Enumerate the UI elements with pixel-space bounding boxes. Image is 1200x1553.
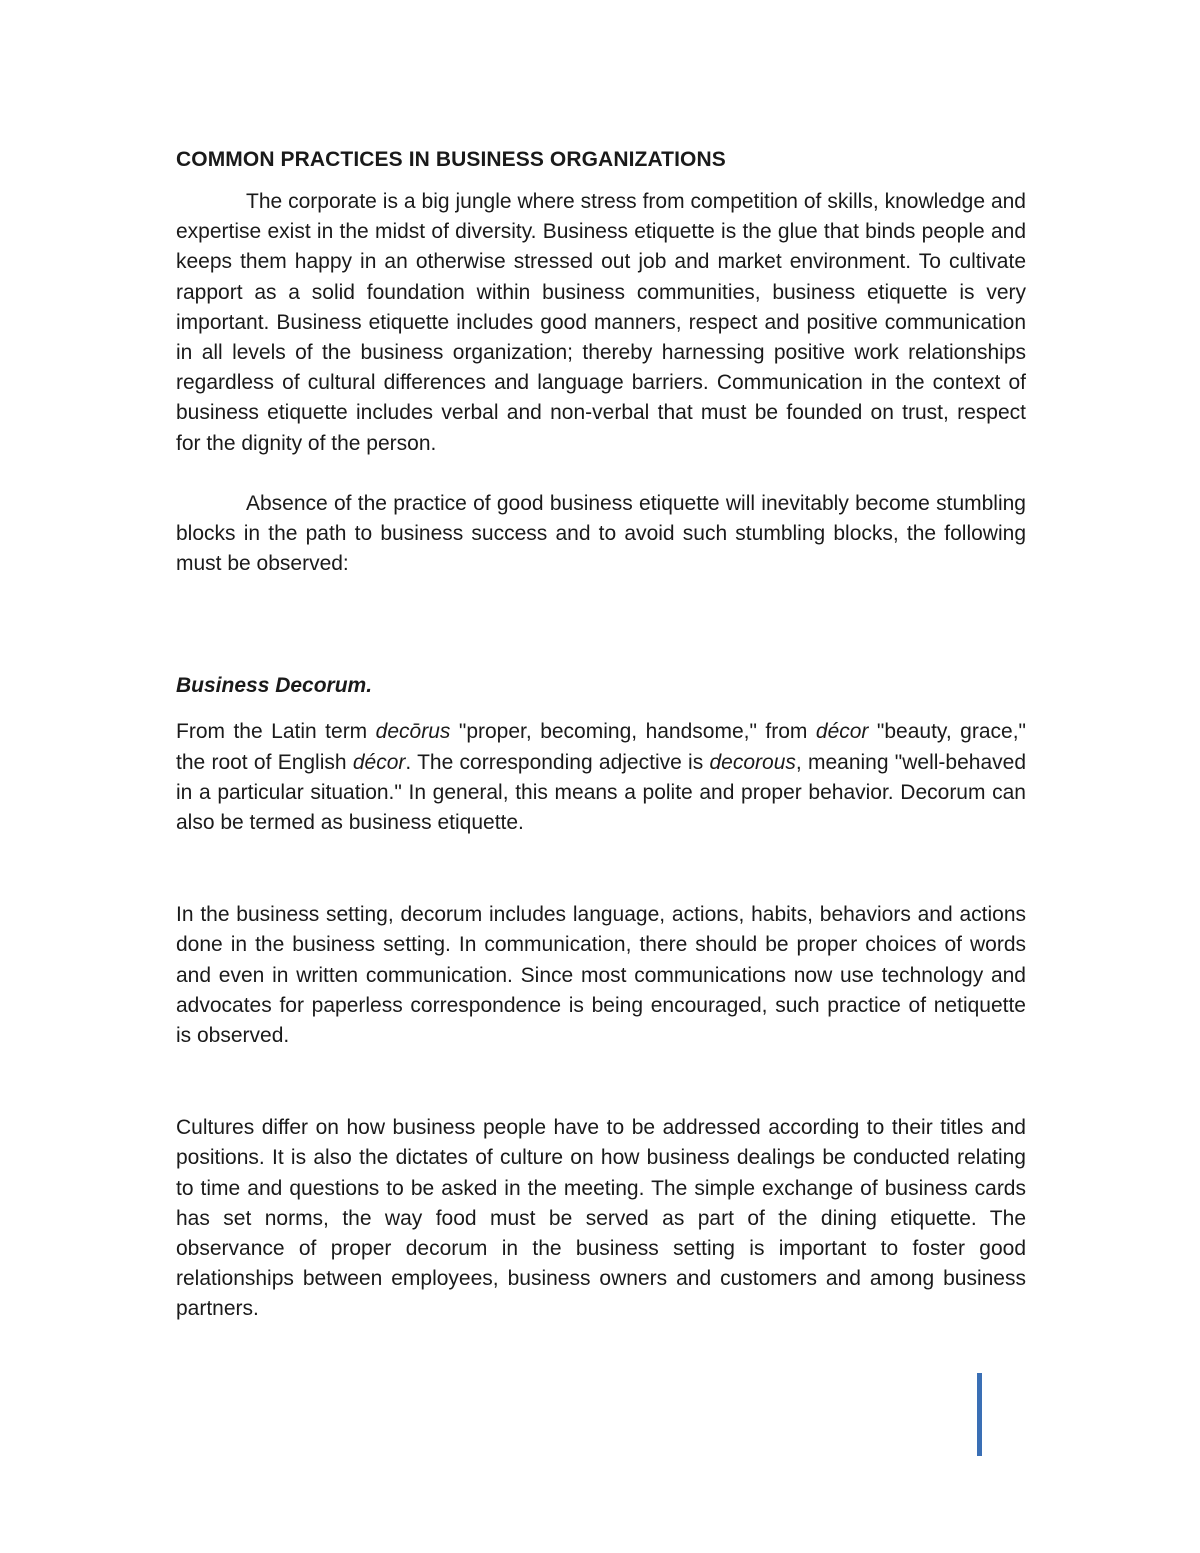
document-title: COMMON PRACTICES IN BUSINESS ORGANIZATIONS <box>176 148 726 171</box>
section-heading: Business Decorum. <box>176 674 373 698</box>
english-decor-term: décor <box>352 750 406 774</box>
text-run: "proper, becoming, handsome," from <box>450 720 816 744</box>
text-run: , meaning "well-behaved in a particular situation." In general, this means a polite and proper behavior. Decorum can also be termed as business etiquette. <box>176 750 1026 835</box>
latin-definition-paragraph <box>176 717 1026 838</box>
business-setting-paragraph: In the business setting, decorum includes language, actions, habits, behaviors and actions done in the business setting. In communication, there should be proper choices of words and even in written communication. Since most communications now use technology and advocates for paperless correspondence is being encouraged, such practice of netiquette is observed. <box>176 903 1026 1048</box>
document-page <box>176 145 1026 1325</box>
decor-term: décor <box>815 720 869 744</box>
text-run: "beauty, grace," the root of English <box>176 720 1026 774</box>
page-edge-marker <box>977 1373 982 1456</box>
decorous-term: decorous <box>709 750 796 774</box>
text-run: . The corresponding adjective is <box>405 750 710 774</box>
text-run: From the Latin term <box>176 720 376 744</box>
latin-term: decōrus <box>375 720 451 744</box>
absence-paragraph: Absence of the practice of good business etiquette will inevitably become stumbling blocks in the path to business success and to avoid such stumbling blocks, the following must be observed: <box>176 491 1026 576</box>
cultures-paragraph: Cultures differ on how business people have to be addressed according to their titles and positions. It is also the dictates of culture on how business dealings be conducted relating to time and questions to be asked in the meeting. The simple exchange of business cards has set norms, the way food must be served as part of the dining etiquette. The observance of proper decorum in the business setting is important to foster good relationships between employees, business owners and customers and among business partners. <box>176 1116 1026 1321</box>
intro-paragraph: The corporate is a big jungle where stress from competition of skills, knowledge and expertise exist in the midst of diversity. Business etiquette is the glue that binds people and keeps them happy in an otherwise stressed out job and market environment. To cultivate rapport as a solid foundation within business communities, business etiquette is very important. Business etiquette includes good manners, respect and positive communication in all levels of the business organization; thereby harnessing positive work relationships regardless of cultural differences and language barriers. Communication in the context of business etiquette includes verbal and non-verbal that must be founded on trust, respect for the dignity of the person. <box>176 190 1026 455</box>
